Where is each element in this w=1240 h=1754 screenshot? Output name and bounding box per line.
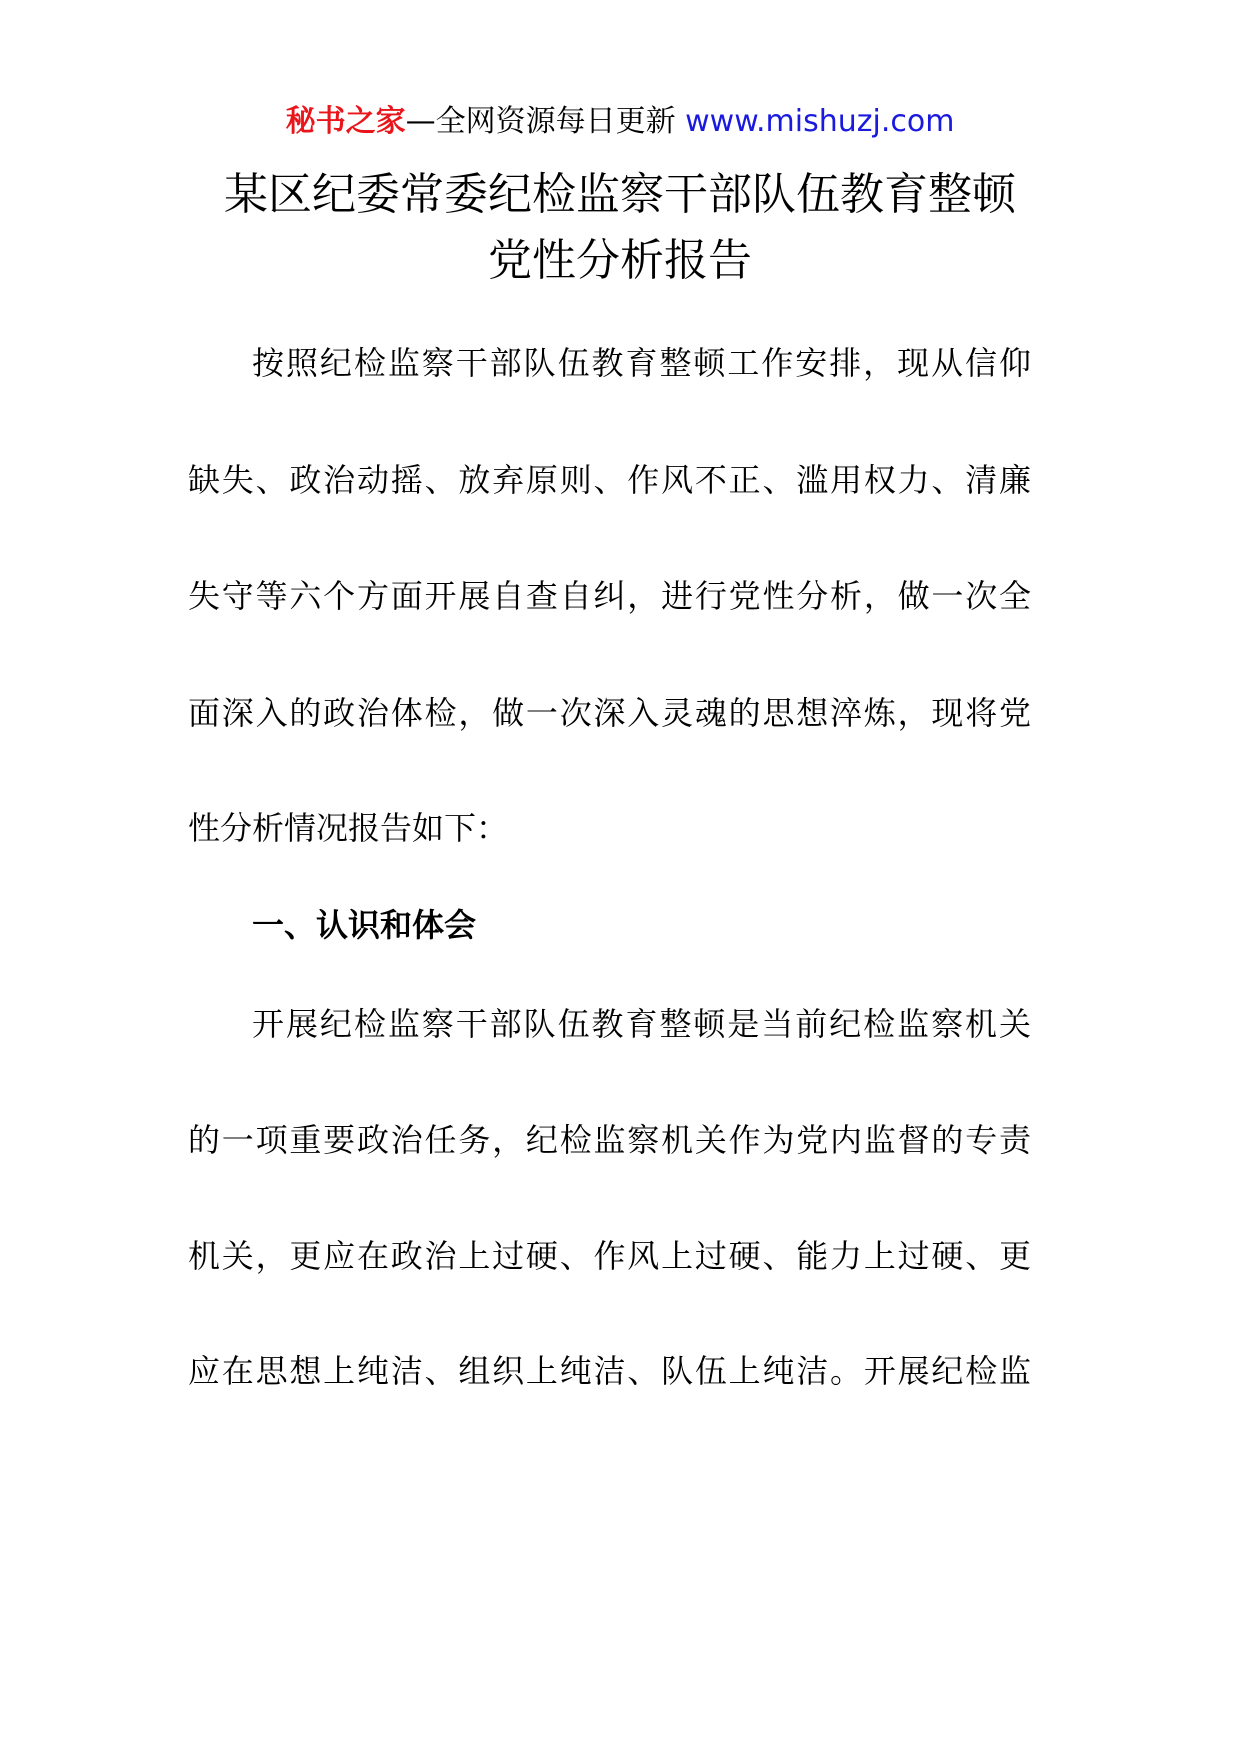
banner-tagline: —全网资源每日更新 <box>405 104 686 139</box>
site-url-link[interactable]: www.mishuzj.com <box>685 104 955 139</box>
brand-name: 秘书之家 <box>285 104 406 139</box>
section1-line-2: 的一项重要政治任务，纪检监察机关作为党内监督的专责 <box>188 1121 1031 1159</box>
section1-line-3: 机关，更应在政治上过硬、作风上过硬、能力上过硬、更 <box>188 1237 1031 1275</box>
intro-line-2: 缺失、政治动摇、放弃原则、作风不正、滥用权力、清廉 <box>188 461 1031 499</box>
page-title <box>0 162 1240 294</box>
intro-line-1: 按照纪检监察干部队伍教育整顿工作安排，现从信仰 <box>252 344 1031 382</box>
section1-line-4: 应在思想上纯洁、组织上纯洁、队伍上纯洁。开展纪检监 <box>188 1352 1031 1390</box>
intro-line-4: 面深入的政治体检，做一次深入灵魂的思想淬炼，现将党 <box>188 694 1031 732</box>
title-line-2: 党性分析报告 <box>488 235 752 286</box>
section1-line-1: 开展纪检监察干部队伍教育整顿是当前纪检监察机关 <box>252 1005 1031 1043</box>
intro-line-3: 失守等六个方面开展自查自纠，进行党性分析，做一次全 <box>188 577 1031 615</box>
title-line-1: 某区纪委常委纪检监察干部队伍教育整顿 <box>224 169 1016 220</box>
section-heading: 一、认识和体会 <box>252 906 477 944</box>
intro-line-5: 性分析情况报告如下： <box>188 809 509 847</box>
site-banner <box>0 100 1240 144</box>
